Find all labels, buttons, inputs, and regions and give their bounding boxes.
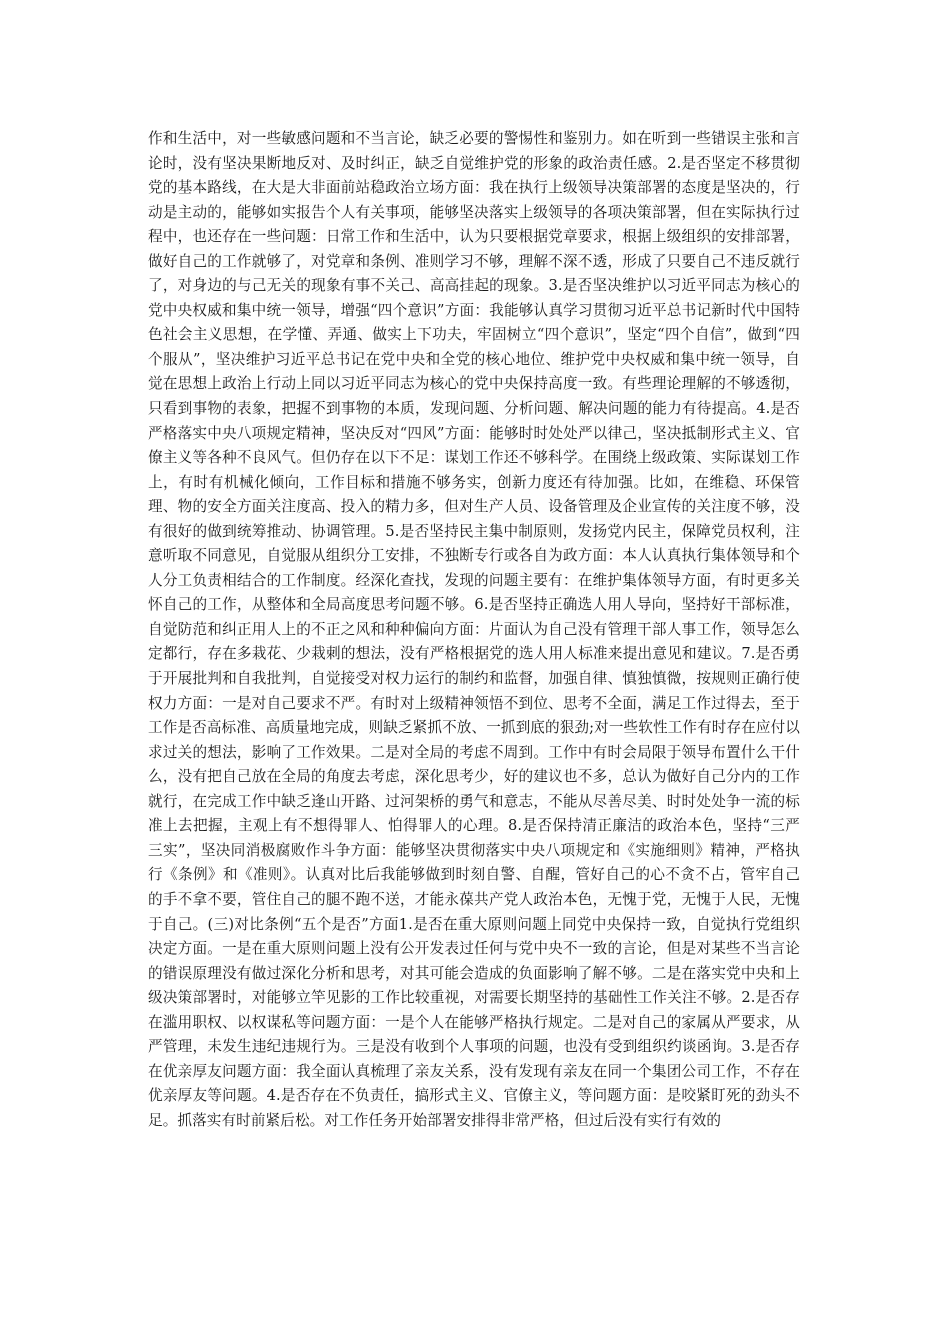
document-body-text: 作和生活中，对一些敏感问题和不当言论，缺乏必要的警惕性和鉴别力。如在听到一些错误主张和言论时，没有坚决果断地反对、及时纠正，缺乏自觉维护党的形象的政治责任感。2.是否坚定不移贯彻党的基本路线，在大是大非面前站稳政治立场方面：我在执行上级领导决策部署的态度是坚决的，行动是主动的，能够如实报告个人有关事项，能够坚决落实上级领导的各项决策部署，但在实际执行过程中，也还存在一些问题：日常工作和生活中，认为只要根据党章要求，根据上级组织的安排部署，做好自己的工作就够了，对党章和条例、准则学习不够，理解不深不透，形成了只要自己不违反就行了，对身边的与己无关的现象有事不关己、高高挂起的现象。3.是否坚决维护以习近平同志为核心的党中央权威和集中统一领导，增强“四个意识”方面：我能够认真学习贯彻习近平总书记新时代中国特色社会主义思想，在学懂、弄通、做实上下功夫，牢固树立“四个意识”，坚定“四个自信”，做到“四个服从”，坚决维护习近平总书记在党中央和全党的核心地位、维护党中央权威和集中统一领导，自觉在思想上政治上行动上同以习近平同志为核心的党中央保持高度一致。有些理论理解的不够透彻，只看到事物的表象，把握不到事物的本质，发现问题、分析问题、解决问题的能力有待提高。4.是否严格落实中央八项规定精神，坚决反对“四风”方面：能够时时处处严以律己，坚决抵制形式主义、官僚主义等各种不良风气。但仍存在以下不足：谋划工作还不够科学。在围绕上级政策、实际谋划工作上，有时有机械化倾向，工作目标和措施不够务实，创新力度还有待加强。比如，在维稳、环保管理、物的安全方面关注度高、投入的精力多，但对生产人员、设备管理及企业宣传的关注度不够，没有很好的做到统筹推动、协调管理。5.是否坚持民主集中制原则，发扬党内民主，保障党员权利，注意听取不同意见，自觉服从组织分工安排，不独断专行或各自为政方面：本人认真执行集体领导和个人分工负责相结合的工作制度。经深化查找，发现的问题主要有：在维护集体领导方面，有时更多关怀自己的工作，从整体和全局高度思考问题不够。6.是否坚持正确选人用人导向，坚持好干部标准，自觉防范和纠正用人上的不正之风和种种偏向方面：片面认为自己没有管理干部人事工作，领导怎么定都行，存在多栽花、少栽刺的想法，没有严格根据党的选人用人标准来提出意见和建议。7.是否勇于开展批判和自我批判，自觉接受对权力运行的制约和监督，加强自律、慎独慎微，按规则正确行使权力方面：一是对自己要求不严。有时对上级精神领悟不到位、思考不全面，满足工作过得去，至于工作是否高标准、高质量地完成，则缺乏紧抓不放、一抓到底的狠劲;对一些软性工作有时存在应付以求过关的想法，影响了工作效果。二是对全局的考虑不周到。工作中有时会局限于领导布置什么干什么，没有把自己放在全局的角度去考虑，深化思考少，好的建议也不多，总认为做好自己分内的工作就行，在完成工作中缺乏逢山开路、过河架桥的勇气和意志，不能从尽善尽美、时时处处争一流的标准上去把握，主观上有不想得罪人、怕得罪人的心理。8.是否保持清正廉洁的政治本色，坚持“三严三实”，坚决同消极腐败作斗争方面：能够坚决贯彻落实中央八项规定和《实施细则》精神，严格执行《条例》和《准则》。认真对比后我能够做到时刻自警、自醒，管好自己的心不贪不占，管牢自己的手不拿不要，管住自己的腿不跑不送，才能永葆共产党人政治本色，无愧于党，无愧于人民，无愧于自己。(三)对比条例“五个是否”方面1.是否在重大原则问题上同党中央保持一致，自觉执行党组织决定方面。一是在重大原则问题上没有公开发表过任何与党中央不一致的言论，但是对某些不当言论的错误原理没有做过深化分析和思考，对其可能会造成的负面影响了解不够。二是在落实党中央和上级决策部署时，对能够立竿见影的工作比较重视，对需要长期坚持的基础性工作关注不够。2.是否存在滥用职权、以权谋私等问题方面：一是个人在能够严格执行规定。二是对自己的家属从严要求，从严管理，未发生违纪违规行为。三是没有收到个人事项的问题，也没有受到组织约谈函询。3.是否存在优亲厚友问题方面：我全面认真梳理了亲友关系，没有发现有亲友在同一个集团公司工作，不存在优亲厚友等问题。4.是否存在不负责任，搞形式主义、官僚主义，等问题方面：是咬紧盯死的劲头不足。抓落实有时前紧后松。对工作任务开始部署安排得非常严格，但过后没有实行有效的	[148, 130, 800, 1129]
